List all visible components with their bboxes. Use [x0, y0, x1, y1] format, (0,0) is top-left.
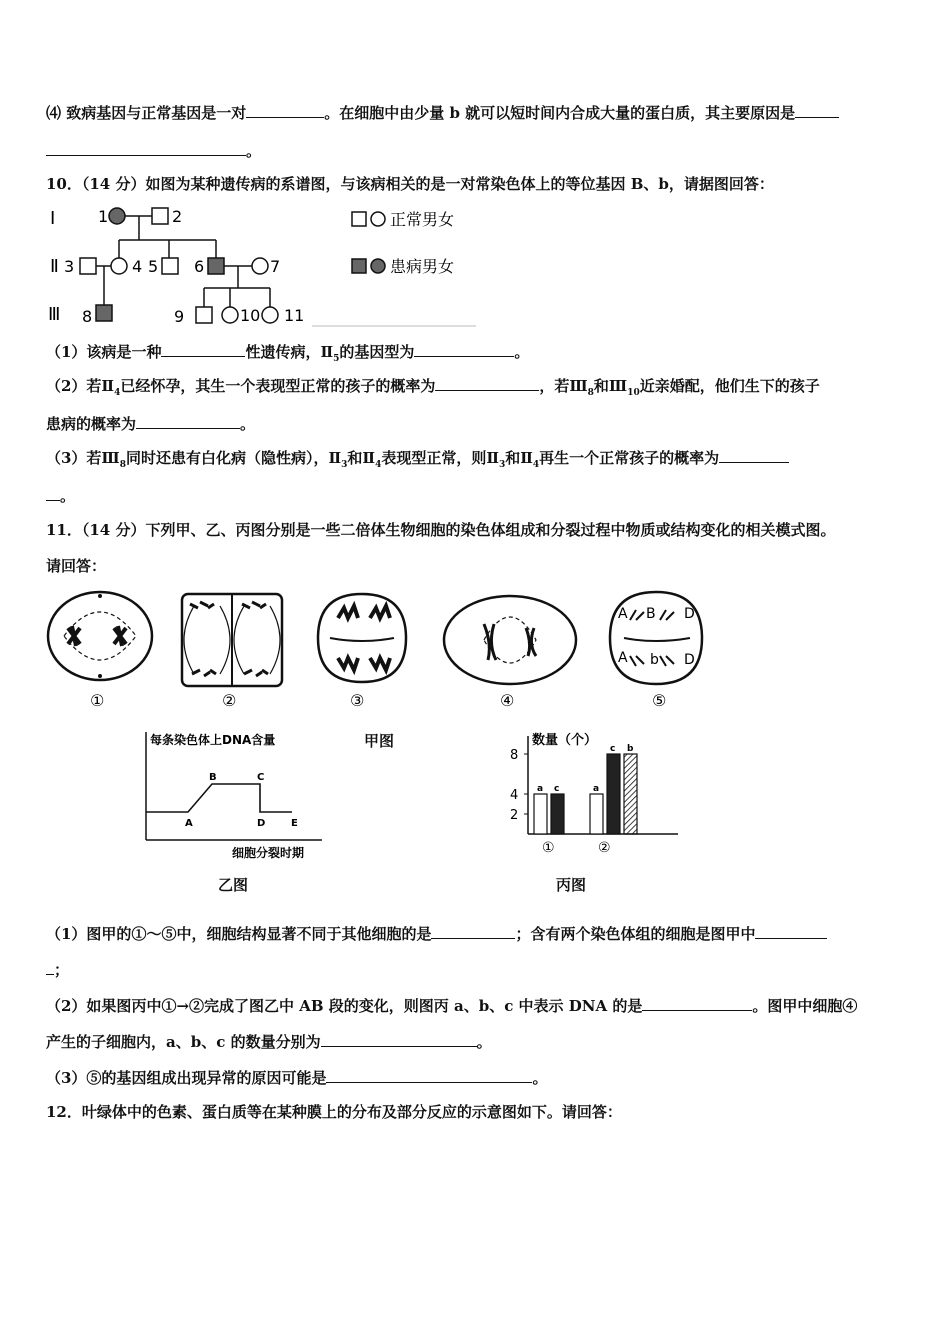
q10-p3-sub3: 4: [375, 460, 382, 470]
q11-p2-a: （2）如果图丙中①→②完成了图乙中 AB 段的变化，则图丙 a、b、c 中表示 DNA 的是: [46, 997, 643, 1015]
legend-affected-male-icon: [352, 259, 366, 273]
figure-jia-cells: [44, 588, 714, 718]
q10-p3-blank-b[interactable]: [46, 486, 60, 501]
cell-3: [318, 594, 406, 682]
cell-5-gene-B: B: [646, 606, 656, 622]
individual-8-affected-male: [96, 305, 112, 321]
q11-p3: [46, 1068, 547, 1088]
individual-5-normal-male: [162, 258, 178, 274]
bing-bar-letter-a-1: a: [537, 784, 544, 794]
cell-2: [182, 594, 282, 686]
q10-p2-line2: [46, 414, 255, 434]
q10-p3-sub1: 8: [119, 460, 126, 470]
q11-p3-blank[interactable]: [326, 1068, 532, 1083]
q10-p2-e: 近亲婚配，他们生下的孩子: [639, 377, 820, 395]
bing-group-label-1: ①: [542, 840, 555, 856]
q11-p1-blank-2a[interactable]: [755, 924, 827, 939]
bing-bar-a-1: [534, 794, 547, 834]
q11-p2-b: 。图甲中细胞④: [752, 997, 858, 1015]
bing-bar-letter-b-2: b: [627, 744, 634, 754]
q9-blank-1[interactable]: [246, 103, 324, 118]
q10-p1-c: 的基因型为: [339, 343, 415, 361]
q11-p1-end: ；: [54, 961, 70, 979]
legend-affected-label: 患病男女: [390, 257, 455, 276]
q10-p1-blank-2[interactable]: [414, 342, 514, 357]
pedigree-chart: [44, 200, 484, 330]
bing-bar-b-2: [624, 754, 637, 834]
q10-p2-c: ，若Ⅲ: [539, 377, 588, 395]
cell-4: [444, 596, 576, 684]
q11-p3-end: 。: [532, 1069, 548, 1087]
id-9: 9: [174, 307, 185, 326]
id-10: 10: [240, 306, 261, 325]
q11-p2-line2-text: 产生的子细胞内，a、b、c 的数量分别为: [46, 1033, 321, 1051]
q9-text-a: ⑷ 致病基因与正常基因是一对: [46, 104, 247, 122]
individual-4-normal-female: [111, 258, 127, 274]
q11-header2: [46, 556, 106, 576]
bing-group-label-2: ②: [598, 840, 611, 856]
q10-p2-end: 。: [240, 415, 256, 433]
q10-p2-blank-2[interactable]: [136, 414, 240, 429]
cell-5-label: ⑤: [652, 691, 667, 710]
id-11: 11: [284, 306, 305, 325]
q10-p3-blank-a[interactable]: [719, 448, 789, 463]
q11-p1: [46, 924, 827, 944]
q11-p1-blank-1[interactable]: [431, 924, 515, 939]
q11-p2-line2: [46, 1032, 492, 1052]
individual-2-normal-male: [152, 208, 168, 224]
q9-line2: [46, 141, 261, 161]
q9-text-b: 。在细胞中由少量 b 就可以短时间内合成大量的蛋白质，其主要原因是: [324, 104, 796, 122]
q10-p3-sub4: 3: [498, 460, 506, 470]
q10-p3-f: 再生一个正常孩子的概率为: [539, 449, 720, 467]
cell-2-label: ②: [222, 691, 237, 710]
q10-p1: [46, 342, 529, 369]
cell-4-label: ④: [500, 691, 515, 710]
bing-ytick-2: 2: [510, 808, 519, 823]
legend-affected-female-icon: [371, 259, 385, 273]
q11-p2-blank-2[interactable]: [321, 1032, 477, 1047]
q10-p3-a: （3）若Ⅲ: [46, 449, 120, 467]
q11-header-text: 11．（14 分）下列甲、乙、丙图分别是一些二倍体生物细胞的染色体组成和分裂过程中物质或结构变化的相关模式图。: [46, 521, 836, 539]
individual-7-normal-female: [252, 258, 268, 274]
q10-p2-d: 和Ⅲ: [593, 377, 628, 395]
q10-p3-sub2: 3: [341, 460, 348, 470]
q10-p2: [46, 376, 820, 403]
q10-header: [46, 174, 774, 194]
q10-p2-blank-1[interactable]: [435, 376, 539, 391]
gen-1-label: Ⅰ: [50, 208, 56, 229]
individual-11-normal-female: [262, 307, 278, 323]
cell-5-gene-b: b: [650, 652, 659, 668]
q9-end: 。: [246, 142, 262, 160]
q11-p2-blank-1[interactable]: [642, 996, 752, 1011]
q10-p3-b: 同时还患有白化病（隐性病），Ⅱ: [125, 449, 342, 467]
bing-bar-letter-c-2: c: [610, 744, 616, 754]
gen-2-label: Ⅱ: [50, 256, 59, 277]
jia-title: 甲图: [364, 732, 395, 750]
id-2: 2: [172, 207, 183, 226]
legend-normal-male-icon: [352, 212, 366, 226]
yi-point-label-D: D: [257, 818, 266, 829]
q10-p3-sub5: 4: [532, 460, 540, 470]
q10-p2-b: 已经怀孕，其生一个表现型正常的孩子的概率为: [120, 377, 436, 395]
q10-p3-c: 和Ⅱ: [347, 449, 376, 467]
q12-header-text: 12．叶绿体中的色素、蛋白质等在某种膜上的分布及部分反应的示意图如下。请回答：: [46, 1103, 622, 1121]
q10-p1-sub: 5: [333, 354, 340, 364]
id-1: 1: [98, 207, 109, 226]
bing-bar-letter-c-1: c: [554, 784, 560, 794]
id-4: 4: [132, 257, 143, 276]
bing-bar-c-1: [551, 794, 564, 834]
gen-3-label: Ⅲ: [48, 304, 61, 325]
figure-yi-chart: [136, 726, 336, 861]
cell-1: [48, 592, 152, 680]
individual-9-normal-male: [196, 307, 212, 323]
q11-p2-end: 。: [476, 1033, 492, 1051]
cell-1-label: ①: [90, 691, 105, 710]
cell-5-gene-A2: A: [618, 650, 628, 666]
cell-5-gene-A1: A: [618, 606, 628, 622]
id-6: 6: [194, 257, 205, 276]
legend-normal-label: 正常男女: [390, 210, 455, 229]
legend-normal-female-icon: [371, 212, 385, 226]
q11-p2: [46, 996, 857, 1016]
q10-p3-e: 和Ⅱ: [505, 449, 533, 467]
yi-point-label-A: A: [185, 818, 193, 829]
q11-p1-a: （1）图甲的①～⑤中，细胞结构显著不同于其他细胞的是: [46, 925, 432, 943]
yi-point-label-E: E: [291, 818, 298, 829]
bing-ylabel: 数量（个）: [532, 733, 598, 748]
q11-p1-line2: [46, 960, 69, 980]
yi-title: 乙图: [218, 876, 249, 894]
yi-series-line: [146, 784, 292, 812]
bing-ytick-8: 8: [510, 748, 519, 763]
q10-p3-end: 。: [60, 487, 76, 505]
q11-p3-a: （3）⑤的基因组成出现异常的原因可能是: [46, 1069, 327, 1087]
q9-blank-2a[interactable]: [795, 103, 839, 118]
q10-p1-blank-1[interactable]: [161, 342, 245, 357]
bing-ytick-4: 4: [510, 788, 519, 803]
q10-p1-a: （1）该病是一种: [46, 343, 162, 361]
individual-10-normal-female: [222, 307, 238, 323]
yi-point-label-B: B: [209, 772, 217, 783]
individual-3-normal-male: [80, 258, 96, 274]
id-3: 3: [64, 257, 75, 276]
cell-3-label: ③: [350, 691, 365, 710]
id-7: 7: [270, 257, 281, 276]
individual-6-affected-male: [208, 258, 224, 274]
yi-xlabel: 细胞分裂时期: [232, 846, 305, 860]
q10-p2-a: （2）若Ⅱ: [46, 377, 115, 395]
bing-bar-a-2: [590, 794, 603, 834]
figure-bing-chart: [502, 726, 684, 861]
q10-p3: [46, 448, 789, 475]
q11-p1-b: ；含有两个染色体组的细胞是图甲中: [515, 925, 756, 943]
q11-p1-blank-2b[interactable]: [46, 960, 54, 975]
q10-p1-b: 性遗传病，Ⅱ: [245, 343, 334, 361]
id-8: 8: [82, 307, 93, 326]
bing-title: 丙图: [556, 876, 587, 894]
q10-header-text: 10．（14 分）如图为某种遗传病的系谱图，与该病相关的是一对常染色体上的等位基因 B、b，请据图回答：: [46, 175, 774, 193]
q10-p2-sub2: 8: [587, 388, 594, 398]
individual-1-affected-female: [109, 208, 125, 224]
q10-p2-sub1: 4: [114, 388, 121, 398]
q10-p3-d: 表现型正常，则Ⅱ: [381, 449, 499, 467]
q12-header: [46, 1102, 622, 1122]
cell-5-gene-D2: D: [684, 652, 695, 668]
q11-header2-text: 请回答：: [46, 557, 107, 575]
bing-bar-c-2: [607, 754, 620, 834]
q10-p3-line2: [46, 486, 75, 506]
yi-point-label-C: C: [257, 772, 265, 783]
q11-header: [46, 520, 835, 540]
q9-blank-2b[interactable]: [46, 141, 246, 156]
bing-bar-letter-a-2: a: [593, 784, 600, 794]
id-5: 5: [148, 257, 159, 276]
cell-5-gene-D1: D: [684, 606, 695, 622]
q10-p2-sub3: 10: [627, 388, 640, 398]
q10-p1-end: 。: [514, 343, 530, 361]
yi-ylabel: 每条染色体上DNA含量: [150, 733, 276, 747]
q10-p2-line2-text: 患病的概率为: [46, 415, 137, 433]
q9-line1: [46, 103, 839, 123]
